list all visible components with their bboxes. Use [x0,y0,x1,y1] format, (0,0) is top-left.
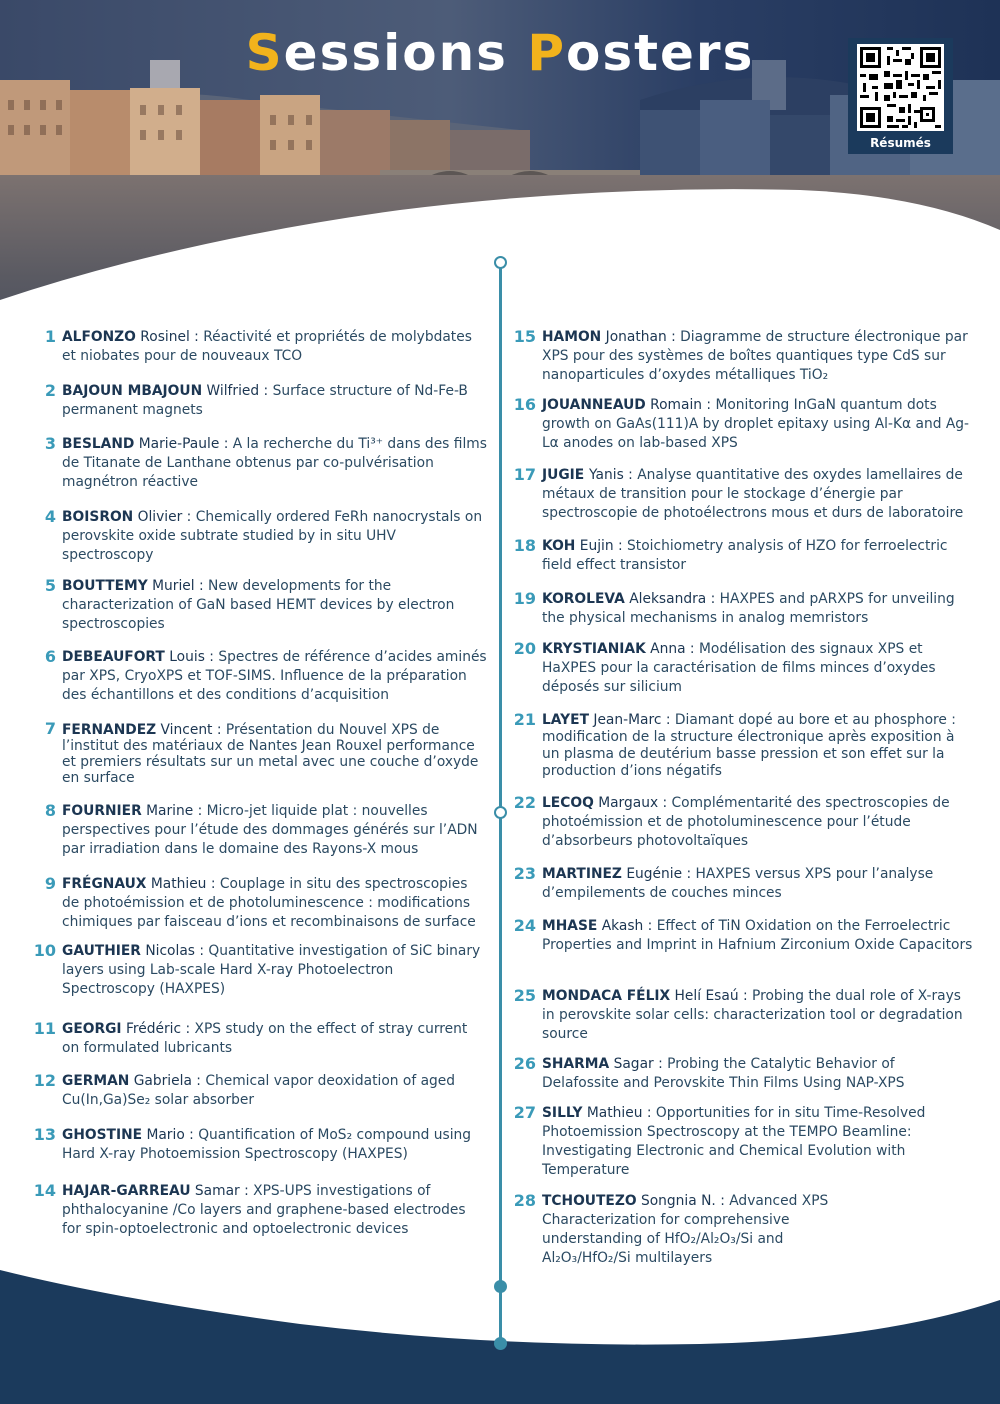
poster-title: Présentation du Nouvel XPS de l’institut des matériaux de Nantes Jean Rouxel performance et premiers résultats sur un metal avec une couche d’oxyde en surface [62,722,479,786]
poster-last-name: DEBEAUFORT [62,649,165,665]
poster-entry-7: 7 FERNANDEZ Vincent : Présentation du Nouvel XPS de l’institut des matériaux de Nantes Jean Rouxel performance et premiers résultats sur un metal avec une couche d’oxyde en surface [32,722,487,786]
poster-title: A la recherche du Ti³⁺ dans des films de Titanate de Lanthane obtenus par co-pulvérisation magnétron réactive [62,436,487,490]
poster-last-name: ALFONZO [62,329,136,345]
poster-last-name: GEORGI [62,1021,122,1037]
poster-first-name: Romain [650,397,703,413]
poster-entry-24: 24 MHASE Akash : Effect of TiN Oxidation on the Ferroelectric Properties and Imprint in Hafnium Zirconium Oxide Capacitors [513,916,973,953]
poster-entry-12: 12 GERMAN Gabriela : Chemical vapor deoxidation of aged Cu(In,Ga)Se₂ solar absorber [33,1071,456,1108]
poster-number: 1 [44,327,56,346]
poster-title: Chemical vapor deoxidation of aged Cu(In,Ga)Se₂ solar absorber [62,1073,456,1108]
poster-number: 17 [513,465,536,484]
poster-title: XPS-UPS investigations of phthalocyanine /Co layers and graphene-based electrodes for spin-optoelectronic and optoelectronic devices [62,1183,466,1237]
poster-last-name: BOISRON [62,509,134,525]
poster-entry-8: 8 FOURNIER Marine : Micro-jet liquide plat : nouvelles perspectives pour l’étude des dommages générés sur l’ADN par irradiation dans le domaine des Rayons-X mous [32,802,487,859]
poster-entry-9: 9 FRÉGNAUX Mathieu : Couplage in situ des spectroscopies de photoémission et de photoluminescence : modifications chimiques par faisceau d’ions et recombinaisons de surface [32,875,487,932]
poster-first-name: Akash [601,918,644,934]
poster-first-name: Mathieu [150,876,207,892]
poster-first-name: Mathieu [586,1105,643,1121]
poster-last-name: FOURNIER [62,803,142,819]
poster-number: 28 [513,1191,536,1210]
title-word-osters: osters [566,24,755,82]
poster-entry-13: 13 GHOSTINE Mario : Quantification of MoS₂ compound using Hard X-ray Photoemission Spectroscopy (HAXPES) [33,1125,472,1162]
poster-first-name: Rosinel [140,329,190,345]
poster-title: HAXPES versus XPS pour l’analyse d’empilements de couches minces [542,866,934,901]
poster-number: 11 [33,1019,56,1038]
poster-first-name: Nicolas [145,943,195,959]
poster-entry-26: 26 SHARMA Sagar : Probing the Catalytic Behavior of Delafossite and Perovskite Thin Films Using NAP-XPS [513,1054,905,1091]
poster-first-name: Eugénie [626,866,683,882]
poster-title: Micro-jet liquide plat : nouvelles perspectives pour l’étude des dommages générés sur l’ADN par irradiation dans le domaine des Rayons-X mous [62,803,478,857]
timeline-dot-lower [494,1280,507,1293]
poster-number: 19 [513,589,536,608]
poster-title: Advanced XPS Characterization for comprehensive understanding of HfO₂/Al₂O₃/Si and Al₂O₃/HfO₂/Si multilayers [542,1193,829,1266]
poster-entry-15: 15 HAMON Jonathan : Diagramme de structure électronique par XPS pour des systèmes de boîtes quantiques type CdS sur nanoparticules d’oxydes métalliques TiO₂ [513,327,968,383]
poster-last-name: MARTINEZ [542,866,622,882]
poster-number: 3 [44,434,56,453]
poster-entry-21: 21 LAYET Jean-Marc : Diamant dopé au bore et au phosphore : modification de la structure électronique après exposition à un plasma de deutérium basse pression et son effet sur la production d’ions négatifs [513,710,956,779]
poster-first-name: Frédéric [125,1021,182,1037]
poster-last-name: MONDACA FÉLIX [542,988,671,1004]
poster-title: XPS study on the effect of stray current on formulated lubricants [62,1021,468,1056]
poster-first-name: Wilfried [206,383,260,399]
poster-entry-1: 1 ALFONZO Rosinel : Réactivité et propriétés de molybdates et niobates pour de nouveaux TCO [32,328,487,366]
poster-entry-16: 16 JOUANNEAUD Romain : Monitoring InGaN quantum dots growth on GaAs(111)A by droplet epitaxy using Al-Kα and Ag-Lα anodes on lab-based XPS [513,395,970,451]
poster-number: 20 [513,639,536,658]
poster-entry-27: 27 SILLY Mathieu : Opportunities for in situ Time-Resolved Photoemission Spectroscopy at the TEMPO Beamline: Investigating Electronic and Chemical Evolution with Temperature [513,1103,926,1178]
poster-first-name: Aleksandra [629,591,711,607]
poster-last-name: TCHOUTEZO [542,1193,637,1209]
poster-title: New developments for the characterization of GaN based HEMT devices by electron spectroscopies [62,578,455,632]
poster-number: 4 [44,507,56,526]
poster-entry-18: 18 KOH Eujin : Stoichiometry analysis of HZO for ferroelectric field effect transistor [513,536,948,573]
poster-entry-3: 3 BESLAND Marie-Paule : A la recherche du Ti³⁺ dans des films de Titanate de Lanthane obtenus par co-pulvérisation magnétron réactive [32,435,487,492]
poster-entry-28: 28 TCHOUTEZO Songnia N. : Advanced XPS Characterization for comprehensive understanding of HfO₂/Al₂O₃/Si and Al₂O₃/HfO₂/Si multilayers [513,1191,829,1266]
poster-first-name: Eujin [579,538,614,554]
qr-code-abstracts[interactable] [848,38,953,154]
poster-last-name: BAJOUN MBAJOUN [62,383,203,399]
poster-title: Opportunities for in situ Time-Resolved Photoemission Spectroscopy at the TEMPO Beamline: Investigating Electronic and Chemical Evolution with Temperature [542,1105,926,1178]
poster-number: 8 [44,801,56,820]
poster-title: Quantitative investigation of SiC binary layers using Lab-scale Hard X-ray Photoelectron Spectroscopy (HAXPES) [62,943,481,997]
poster-title: Monitoring InGaN quantum dots growth on GaAs(111)A by droplet epitaxy using Al-Kα and Ag-Lα anodes on lab-based XPS [542,397,970,451]
poster-first-name: Helí Esaú [674,988,739,1004]
poster-title: Diamant dopé au bore et au phosphore : modification de la structure électronique après exposition à un plasma de deutérium basse pression et son effet sur la production d’ions négatifs [542,712,956,779]
poster-title: Analyse quantitative des oxydes lamellaires de métaux de transition pour le stockage d’énergie par spectroscopie de photoélectrons mous et durs de laboratoire [542,467,964,521]
poster-last-name: KOROLEVA [542,591,625,607]
poster-number: 22 [513,793,536,812]
poster-last-name: GAUTHIER [62,943,141,959]
poster-title: Spectres de référence d’acides aminés par XPS, CryoXPS et TOF-SIMS. Influence de la préparation des échantillons et des conditions d’acquisition [62,649,487,703]
poster-number: 21 [513,710,536,729]
poster-number: 6 [44,647,56,666]
poster-entry-22: 22 LECOQ Margaux : Complémentarité des spectroscopies de photoémission et de photoluminescence pour l’étude d’absorbeurs photovoltaïques [513,793,950,849]
poster-last-name: GHOSTINE [62,1127,143,1143]
poster-number: 12 [33,1071,56,1090]
poster-last-name: GERMAN [62,1073,130,1089]
poster-entry-6: 6 DEBEAUFORT Louis : Spectres de référence d’acides aminés par XPS, CryoXPS et TOF-SIMS. Influence de la préparation des échantillons et des conditions d’acquisition [32,648,487,705]
poster-entry-11: 11 GEORGI Frédéric : XPS study on the effect of stray current on formulated lubricants [33,1019,468,1056]
poster-title: Complémentarité des spectroscopies de photoémission et de photoluminescence pour l’étude d’absorbeurs photovoltaïques [542,795,950,849]
poster-title: Effect of TiN Oxidation on the Ferroelectric Properties and Imprint in Hafnium Zirconium Oxide Capacitors [542,918,973,953]
poster-title: Couplage in situ des spectroscopies de photoémission et de photoluminescence : modifications chimiques par faisceau d’ions et recombinaisons de surface [62,876,476,930]
poster-first-name: Vincent [160,722,213,738]
poster-first-name: Songnia N. [640,1193,716,1209]
poster-number: 25 [513,986,536,1005]
poster-entry-25: 25 MONDACA FÉLIX Helí Esaú : Probing the dual role of X-rays in perovskite solar cells: characterization tool or degradation source [513,986,963,1042]
poster-title: Surface structure of Nd-Fe-B permanent magnets [62,383,468,418]
poster-title: Chemically ordered FeRh nanocrystals on perovskite oxide subtrate studied by in situ UHV spectroscopy [62,509,483,563]
poster-number: 9 [44,874,56,893]
poster-last-name: BESLAND [62,436,135,452]
poster-first-name: Olivier [137,509,183,525]
poster-number: 14 [33,1181,56,1200]
poster-number: 18 [513,536,536,555]
poster-first-name: Mario [146,1127,185,1143]
title-letter-p: P [527,24,566,82]
poster-number: 13 [33,1125,56,1144]
poster-title: Réactivité et propriétés de molybdates et niobates pour de nouveaux TCO [62,329,472,364]
poster-first-name: Muriel [152,578,195,594]
poster-last-name: JOUANNEAUD [542,397,646,413]
poster-last-name: LAYET [542,712,589,728]
poster-first-name: Yanis [589,467,629,483]
poster-first-name: Louis [169,649,205,665]
poster-first-name: Jean-Marc [593,712,662,728]
poster-last-name: KRYSTIANIAK [542,641,646,657]
poster-entry-19: 19 KOROLEVA Aleksandra : HAXPES and pARXPS for unveiling the physical mechanisms in analog memristors [513,589,955,626]
timeline-dot-middle [494,806,507,819]
poster-title: HAXPES and pARXPS for unveiling the physical mechanisms in analog memristors [542,591,955,626]
qr-code-icon [857,44,944,131]
poster-title: Stoichiometry analysis of HZO for ferroelectric field effect transistor [542,538,948,573]
poster-title: Quantification of MoS₂ compound using Hard X-ray Photoemission Spectroscopy (HAXPES) [62,1127,472,1162]
title-letter-s: S [245,24,284,82]
poster-first-name: Marie-Paule [138,436,220,452]
poster-entry-14: 14 HAJAR-GARREAU Samar : XPS-UPS investigations of phthalocyanine /Co layers and graphene-based electrodes for spin-optoelectronic and optoelectronic devices [33,1181,466,1237]
poster-last-name: MHASE [542,918,598,934]
poster-first-name: Marine [146,803,194,819]
poster-first-name: Anna [650,641,686,657]
poster-entry-10: 10 GAUTHIER Nicolas : Quantitative investigation of SiC binary layers using Lab-scale Hard X-ray Photoelectron Spectroscopy (HAXPES) [33,941,481,997]
poster-last-name: SHARMA [542,1056,610,1072]
poster-title: Probing the Catalytic Behavior of Delafossite and Perovskite Thin Films Using NAP-XPS [542,1056,905,1091]
timeline-dot-bottom [494,1337,507,1350]
poster-last-name: JUGIE [542,467,590,483]
poster-number: 26 [513,1054,536,1073]
poster-entry-2: 2 BAJOUN MBAJOUN Wilfried : Surface structure of Nd-Fe-B permanent magnets [32,382,487,420]
poster-number: 10 [33,941,56,960]
poster-first-name: Sagar [613,1056,654,1072]
poster-title: Diagramme de structure électronique par XPS pour des systèmes de boîtes quantiques type CdS sur nanoparticules d’oxydes métalliques TiO₂ [542,329,968,383]
poster-first-name: Samar [194,1183,240,1199]
poster-last-name: LECOQ [542,795,594,811]
poster-number: 23 [513,864,536,883]
poster-last-name: FRÉGNAUX [62,876,147,892]
title-word-essions: essions [283,24,528,82]
poster-entry-5: 5 BOUTTEMY Muriel : New developments for the characterization of GaN based HEMT devices by electron spectroscopies [32,577,487,634]
qr-label: Résumés [870,136,931,150]
poster-number: 5 [44,576,56,595]
poster-entry-17: 17 JUGIE Yanis : Analyse quantitative des oxydes lamellaires de métaux de transition pour le stockage d’énergie par spectroscopie de photoélectrons mous et durs de laboratoire [513,465,964,521]
poster-first-name: Gabriela [133,1073,197,1089]
poster-entry-20: 20 KRYSTIANIAK Anna : Modélisation des signaux XPS et HaXPES pour la caractérisation de films minces d’oxydes déposés sur silicium [513,639,936,695]
poster-number: 2 [44,381,56,400]
poster-last-name: HAMON [542,329,602,345]
poster-entry-23: 23 MARTINEZ Eugénie : HAXPES versus XPS pour l’analyse d’empilements de couches minces [513,864,934,901]
poster-last-name: FERNANDEZ [62,722,157,738]
timeline-line [499,262,502,1346]
poster-number: 24 [513,916,536,935]
poster-last-name: KOH [542,538,576,554]
poster-number: 7 [44,719,56,738]
poster-number: 15 [513,327,536,346]
poster-last-name: BOUTTEMY [62,578,148,594]
poster-number: 27 [513,1103,536,1122]
timeline-dot-top [494,256,507,269]
poster-last-name: HAJAR-GARREAU [62,1183,191,1199]
poster-first-name: Jonathan [605,329,667,345]
poster-entry-4: 4 BOISRON Olivier : Chemically ordered FeRh nanocrystals on perovskite oxide subtrate studied by in situ UHV spectroscopy [32,508,487,565]
poster-number: 16 [513,395,536,414]
poster-first-name: Margaux [598,795,659,811]
poster-title: Modélisation des signaux XPS et HaXPES pour la caractérisation de films minces d’oxydes déposés sur silicium [542,641,936,695]
poster-title: Probing the dual role of X-rays in perovskite solar cells: characterization tool or degradation source [542,988,963,1042]
poster-last-name: SILLY [542,1105,583,1121]
